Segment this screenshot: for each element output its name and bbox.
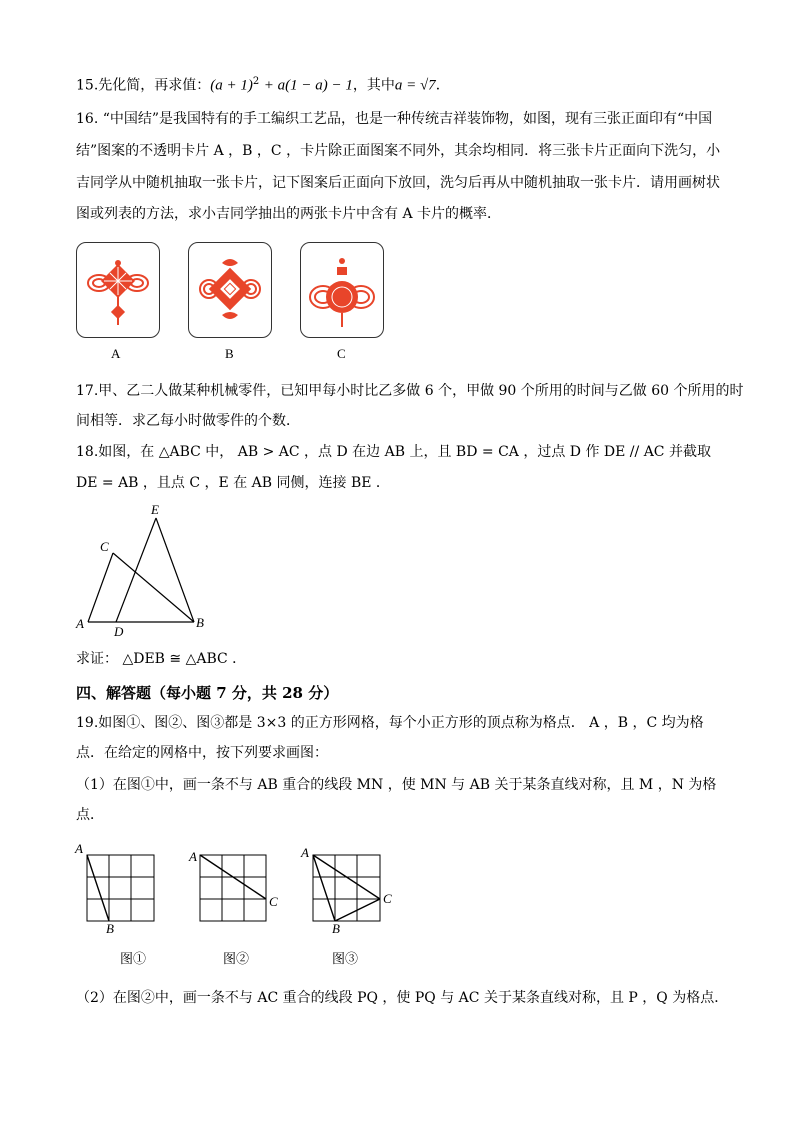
chinese-knot-c-icon <box>301 243 383 337</box>
grid-caption-3: 图③ <box>332 952 359 967</box>
card-c <box>300 242 384 338</box>
q19-part1a: （1）在图①中，画一条不与 AB 重合的线段 MN ，使 MN 与 AB 关于某条直线对称，且 M ，N 为格 <box>76 777 717 793</box>
grid-caption-2: 图② <box>223 952 250 967</box>
q17-line1: 17.甲、乙二人做某种机械零件，已知甲每小时比乙多做 6 个，甲做 90 个所用的时间与乙做 60 个所用的时 <box>76 383 744 399</box>
q19-part1b: 点． <box>76 807 104 823</box>
card-caption-b: B <box>225 346 234 361</box>
q15-expr-b: + a(1 − a) − 1 <box>263 77 353 94</box>
q17-line2: 间相等．求乙每小时做零件的个数． <box>76 413 300 429</box>
chinese-knot-a-icon <box>77 243 159 337</box>
card-caption-a: A <box>111 346 121 361</box>
q19-part2: （2）在图②中，画一条不与 AC 重合的线段 PQ ，使 PQ 与 AC 关于某条直线对称，且 P ，Q 为格点． <box>76 990 729 1006</box>
q18-proof: 求证： △DEB ≅ △ABC ． <box>76 651 247 667</box>
label-c: C <box>100 539 109 554</box>
grid2-label-c: C <box>269 894 278 909</box>
q16-line1: 16. “中国结”是我国特有的手工编织工艺品，也是一种传统吉祥装饰物，如图，现有三张正面印有“中国 <box>76 111 713 127</box>
q15-mid: ，其中 <box>352 77 395 94</box>
q19-line2: 点．在给定的网格中，按下列要求画图： <box>76 745 328 761</box>
card-a <box>76 242 160 338</box>
q15-end: ． <box>435 77 450 94</box>
q15-cond: a = √7 <box>394 77 436 94</box>
grid1-label-a: A <box>75 841 83 856</box>
grid-caption-1: 图① <box>120 952 147 967</box>
grid3-label-a: A <box>301 845 309 860</box>
grid3-label-b: B <box>332 921 340 936</box>
q19-line1: 19.如图①、图②、图③都是 3×3 的正方形网格，每个小正方形的顶点称为格点． A ，B ，C 均为格 <box>76 715 704 731</box>
label-e: E <box>151 502 159 517</box>
card-caption-c: C <box>337 346 346 361</box>
q18-line1: 18.如图，在 △ABC 中， AB > AC ，点 D 在边 AB 上，且 BD = CA ，过点 D 作 DE // AC 并截取 <box>76 444 711 460</box>
q15-line <box>76 67 450 101</box>
card-b <box>188 242 272 338</box>
q18-line2: DE = AB ，且点 C ，E 在 AB 同侧，连接 BE ． <box>76 475 390 491</box>
q15-sup: 2 <box>252 76 260 87</box>
grid-1 <box>87 855 154 921</box>
q16-line4: 图或列表的方法，求小吉同学抽出的两张卡片中含有 A 卡片的概率． <box>76 206 502 222</box>
q16-line2: 结”图案的不透明卡片 A ，B ，C ，卡片除正面图案不同外，其余均相同．将三张卡片正面向下洗匀，小 <box>76 143 721 159</box>
grid-2 <box>200 855 266 921</box>
section-heading: 四、解答题（每小题 7 分，共 28 分） <box>76 684 339 702</box>
grid-3 <box>313 855 380 921</box>
q15-text: 15.先化简，再求值： <box>76 77 211 94</box>
chinese-knot-b-icon <box>189 243 271 337</box>
label-d: D <box>114 624 124 639</box>
grid3-label-c: C <box>383 891 392 906</box>
q15-expr-a: (a + 1) <box>210 77 253 94</box>
q16-line3: 吉同学从中随机抽取一张卡片，记下图案后正面向下放回，洗匀后再从中随机抽取一张卡片．请用画树状 <box>76 175 720 191</box>
grid2-label-a: A <box>189 849 197 864</box>
grid1-label-b: B <box>106 921 114 936</box>
label-a: A <box>76 616 84 631</box>
label-b: B <box>196 615 204 630</box>
